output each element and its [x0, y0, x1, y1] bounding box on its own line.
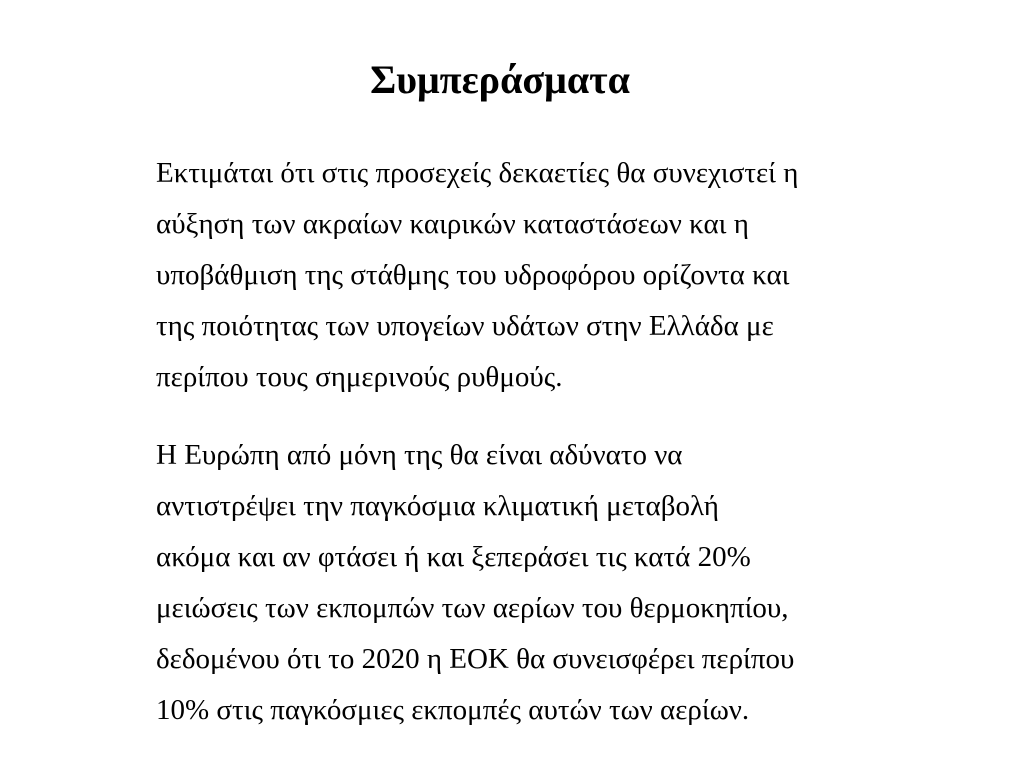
paragraph-2-line-4: μειώσεις των εκπομπών των αερίων του θερμοκηπίου, [156, 592, 789, 624]
paragraph-2-line-2: αντιστρέψει την παγκόσμια κλιματική μεταβολή [156, 490, 719, 522]
paragraph-2 [156, 430, 794, 736]
paragraph-1-line-2: αύξηση των ακραίων καιρικών καταστάσεων και η [156, 208, 749, 240]
paragraph-2-line-3: ακόμα και αν φτάσει ή και ξεπεράσει τις κατά 20% [156, 541, 751, 573]
slide-title: Συμπεράσματα [370, 57, 630, 102]
paragraph-2-line-1: Η Ευρώπη από μόνη της θα είναι αδύνατο να [156, 439, 683, 471]
paragraph-1-line-5: περίπου τους σημερινούς ρυθμούς. [156, 361, 563, 393]
paragraph-1-line-1: Εκτιμάται ότι στις προσεχείς δεκαετίες θα συνεχιστεί η [156, 157, 799, 189]
paragraph-2-line-6: 10% στις παγκόσμιες εκπομπές αυτών των αερίων. [156, 694, 750, 726]
paragraph-1 [156, 148, 798, 403]
paragraph-1-line-4: της ποιότητας των υπογείων υδάτων στην Ελλάδα με [156, 310, 774, 342]
paragraph-2-line-5: δεδομένου ότι το 2020 η ΕΟΚ θα συνεισφέρει περίπου [156, 643, 795, 675]
paragraph-1-line-3: υποβάθμιση της στάθμης του υδροφόρου ορίζοντα και [156, 259, 790, 291]
